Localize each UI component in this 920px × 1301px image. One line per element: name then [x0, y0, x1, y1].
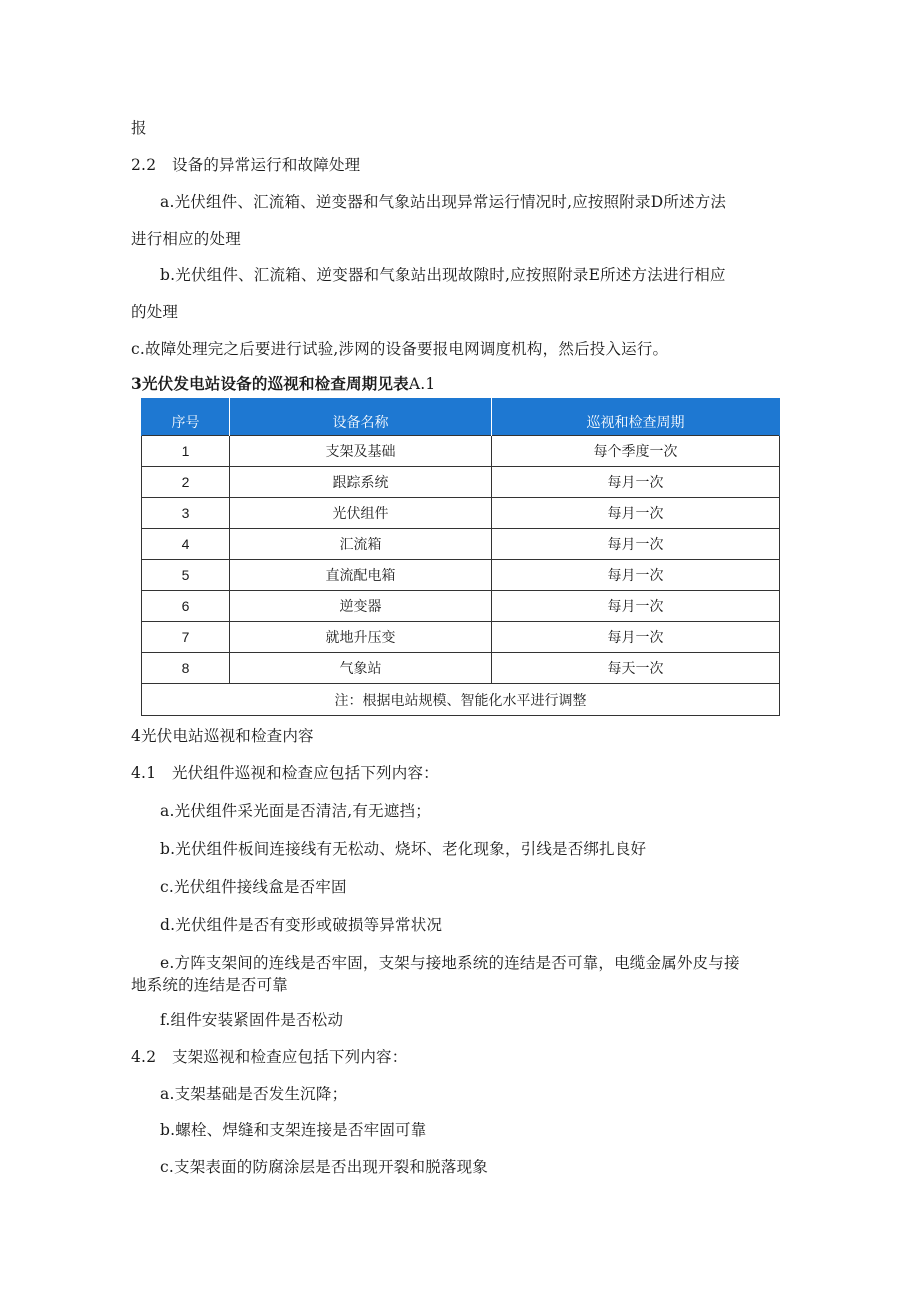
table-row: [142, 498, 780, 529]
paragraph-line: c.故障处理完之后要进行试验,涉网的设备要报电网调度机构，然后投入运行。: [131, 340, 669, 358]
table-row: [142, 529, 780, 560]
inspection-period-table: [141, 398, 779, 716]
table-cell-index: 1: [142, 436, 230, 467]
section-heading-2-2: 2.2 设备的异常运行和故障处理: [131, 156, 361, 174]
table-note-row: [142, 684, 780, 716]
table-row: [142, 622, 780, 653]
paragraph-line: b.光伏组件、汇流箱、逆变器和气象站出现故隙时,应按照附录E所述方法进行相应: [160, 266, 726, 284]
table-row: [142, 436, 780, 467]
list-item: c.光伏组件接线盒是否牢固: [160, 878, 347, 896]
table-cell-equipment: 跟踪系统: [230, 467, 492, 498]
table-header-cell: 序号: [142, 398, 230, 436]
table-row: [142, 560, 780, 591]
table-cell-equipment: 光伏组件: [230, 498, 492, 529]
table-caption-ref: A.1: [408, 375, 436, 393]
table-header-row: [142, 398, 780, 436]
table-cell-period: 每月一次: [492, 529, 780, 560]
list-item: d.光伏组件是否有变形或破损等异常状况: [160, 916, 443, 934]
table-cell-index: 8: [142, 653, 230, 684]
table-row: [142, 467, 780, 498]
table-cell-equipment: 逆变器: [230, 591, 492, 622]
paragraph-line: 进行相应的处理: [131, 230, 241, 248]
table-cell-equipment: 气象站: [230, 653, 492, 684]
list-item: b.光伏组件板间连接线有无松动、烧坏、老化现象，引线是否绑扎良好: [160, 840, 647, 858]
table-cell-equipment: 汇流箱: [230, 529, 492, 560]
list-item-continuation: 地系统的连结是否可靠: [131, 976, 289, 994]
table-cell-period: 每月一次: [492, 498, 780, 529]
table-cell-index: 4: [142, 529, 230, 560]
table-cell-equipment: 支架及基础: [230, 436, 492, 467]
section-heading-4-2: 4.2 支架巡视和检查应包括下列内容：: [131, 1048, 408, 1066]
table-cell-period: 每月一次: [492, 560, 780, 591]
list-item: f.组件安装紧固件是否松动: [160, 1011, 344, 1029]
list-item: e.方阵支架间的连线是否牢固，支架与接地系统的连结是否可靠，电缆金属外皮与接: [160, 954, 740, 972]
table-header-cell: 巡视和检查周期: [492, 398, 780, 436]
table-cell-period: 每个季度一次: [492, 436, 780, 467]
table-cell-period: 每月一次: [492, 591, 780, 622]
list-item: c.支架表面的防腐涂层是否出现开裂和脱落现象: [160, 1158, 489, 1176]
table-cell-index: 6: [142, 591, 230, 622]
list-item: b.螺栓、焊缝和支架连接是否牢固可靠: [160, 1121, 427, 1139]
table-caption-bold: 3光伏发电站设备的巡视和检查周期见表: [131, 374, 409, 393]
table-row: [142, 653, 780, 684]
section-heading-4: 4光伏电站巡视和检查内容: [131, 727, 314, 745]
paragraph-line: 的处理: [131, 303, 179, 321]
table-cell-index: 2: [142, 467, 230, 498]
paragraph-line: a.光伏组件、汇流箱、逆变器和气象站出现异常运行情况时,应按照附录D所述方法: [160, 193, 727, 211]
list-item: a.支架基础是否发生沉降；: [160, 1085, 348, 1103]
table-note: 注：根据电站规模、智能化水平进行调整: [142, 684, 780, 716]
table-caption: [131, 374, 435, 394]
list-item: a.光伏组件采光面是否清洁,有无遮挡；: [160, 802, 431, 820]
table-cell-period: 每天一次: [492, 653, 780, 684]
table-cell-index: 7: [142, 622, 230, 653]
table-cell-index: 5: [142, 560, 230, 591]
table-cell-equipment: 就地升压变: [230, 622, 492, 653]
paragraph-line: 报: [131, 119, 147, 137]
table-cell-period: 每月一次: [492, 467, 780, 498]
section-heading-4-1: 4.1 光伏组件巡视和检查应包括下列内容：: [131, 764, 439, 782]
table-row: [142, 591, 780, 622]
table-header-cell: 设备名称: [230, 398, 492, 436]
table-cell-equipment: 直流配电箱: [230, 560, 492, 591]
table-cell-period: 每月一次: [492, 622, 780, 653]
table-cell-index: 3: [142, 498, 230, 529]
